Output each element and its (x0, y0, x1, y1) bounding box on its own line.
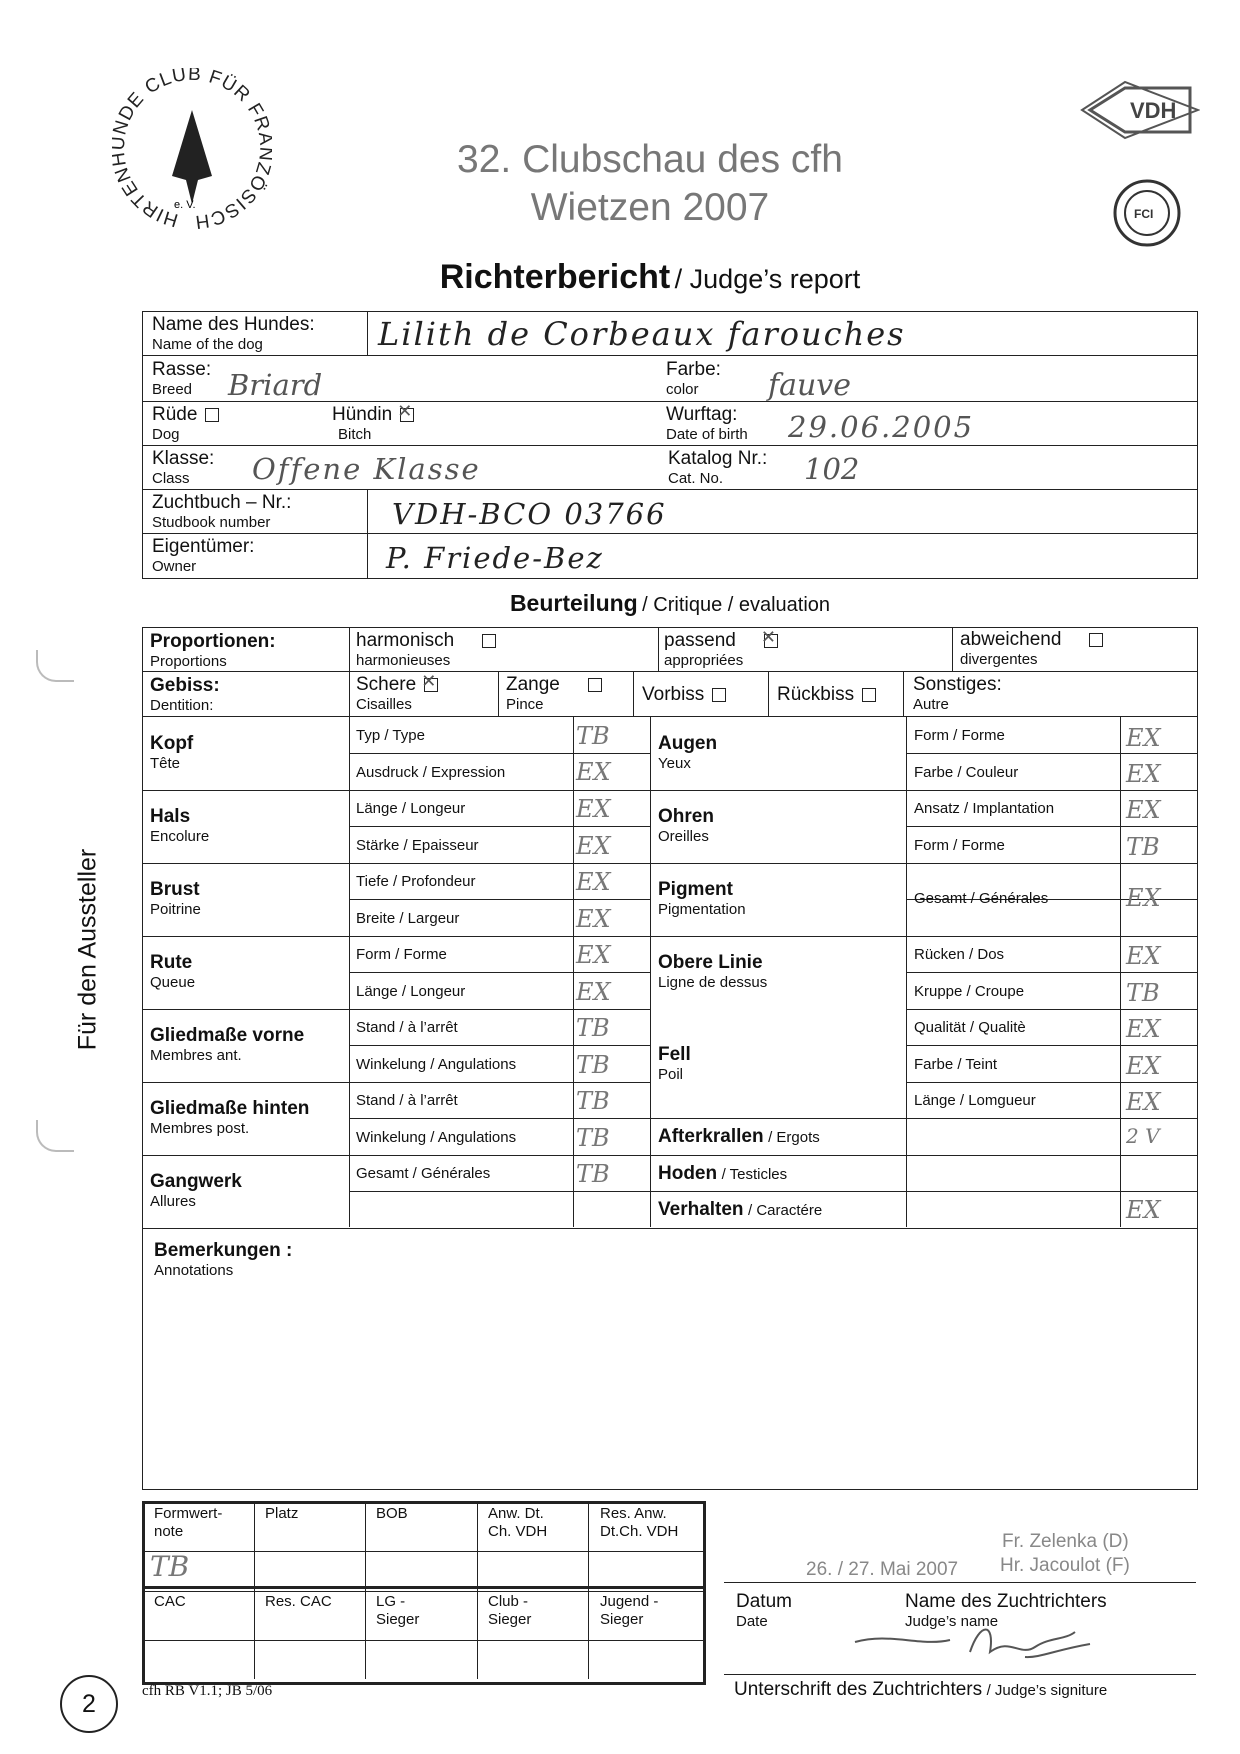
augen-row: Augen Yeux (658, 733, 718, 772)
club-logo (112, 68, 272, 238)
hals-row: Hals Encolure (150, 806, 210, 845)
topline-croup-label: Kruppe / Croupe (914, 983, 1025, 1000)
club-logo-ring-text: HIRTEN DE CLUB FÜR FR ÖSISCH (112, 68, 272, 233)
coat-quality-label: Qualität / Qualitè (914, 1019, 1026, 1036)
class-label: Klasse: Class (152, 448, 215, 487)
undershot-checkbox[interactable] (862, 688, 876, 702)
testicles-row: Hoden / Testicles (658, 1163, 788, 1184)
brust-depth-label: Tiefe / Profondeur (356, 873, 476, 890)
birth-date-value: 29.06.2005 (788, 410, 975, 444)
kopf-expression-grade: EX (576, 758, 611, 786)
punch-hole-mark (36, 1120, 74, 1152)
rute-length-label: Länge / Longeur (356, 983, 466, 1000)
ohren-form-label: Form / Forme (914, 837, 1005, 854)
show-date: 26. / 27. Mai 2007 (806, 1559, 959, 1580)
hind-limbs-stance-label: Stand / à l’arrêt (356, 1092, 458, 1109)
rute-form-label: Form / Forme (356, 946, 447, 963)
coat-length-grade: EX (1126, 1088, 1161, 1116)
rute-length-grade: EX (576, 978, 611, 1006)
bitch-checkbox-label: Hündin✕ Bitch (332, 404, 414, 443)
proportions-harmonic: harmonisch harmonieuses (356, 630, 496, 669)
report-title-de: Richterbericht (439, 258, 671, 296)
augen-color-grade: EX (1126, 760, 1161, 788)
result-place: Platz (265, 1505, 299, 1522)
result-show-grade: Formwert- note (154, 1505, 223, 1540)
appropriate-checkbox[interactable] (764, 634, 778, 648)
dog-checkbox[interactable] (205, 408, 219, 422)
kopf-row: Kopf Tête (150, 733, 194, 772)
hind-limbs-angulation-grade: TB (576, 1124, 610, 1152)
front-limbs-angulation-grade: TB (576, 1051, 610, 1079)
coat-quality-grade: EX (1126, 1015, 1161, 1043)
color-value: fauve (768, 368, 852, 403)
result-club-winner: Club - Sieger (488, 1593, 532, 1628)
result-anw-dt-ch: Anw. Dt. Ch. VDH (488, 1505, 548, 1540)
result-lg-winner: LG - Sieger (376, 1593, 420, 1628)
report-title (350, 258, 950, 297)
form-code: cfh RB V1.1; JB 5/06 (142, 1683, 273, 1699)
front-limbs-row: Gliedmaße vorne Membres ant. (150, 1025, 305, 1064)
topline-back-grade: EX (1126, 942, 1161, 970)
topline-back-label: Rücken / Dos (914, 946, 1005, 963)
catalog-label: Katalog Nr.: Cat. No. (668, 448, 768, 487)
coat-color-label: Farbe / Teint (914, 1056, 998, 1073)
fci-logo (1112, 178, 1182, 248)
result-bob: BOB (376, 1505, 408, 1522)
dog-name-value: Lilith de Corbeaux farouches (378, 315, 906, 353)
event-title (380, 136, 920, 232)
topline-row: Obere Linie Ligne de dessus (658, 952, 768, 991)
date-label: Datum Date (736, 1591, 792, 1630)
svg-text:VDH: VDH (1130, 98, 1177, 123)
hals-thickness-label: Stärke / Epaisseur (356, 837, 479, 854)
dentition-other: Sonstiges: Autre (913, 674, 1002, 713)
dewclaws-row: Afterkrallen / Ergots (658, 1126, 820, 1147)
brust-width-label: Breite / Largeur (356, 910, 460, 927)
remarks-box (142, 1227, 1198, 1490)
rute-form-grade: EX (576, 941, 611, 969)
dentition-scissor: Schere✕ Cisailles (356, 674, 438, 713)
hals-thickness-grade: EX (576, 832, 611, 860)
augen-form-grade: EX (1126, 724, 1161, 752)
dentition-label: Gebiss: Dentition: (150, 675, 220, 714)
harmonic-checkbox[interactable] (482, 634, 496, 648)
bitch-checkbox[interactable] (400, 408, 414, 422)
coat-color-grade: EX (1126, 1052, 1161, 1080)
coat-length-label: Länge / Lomgueur (914, 1092, 1036, 1109)
rute-row: Rute Queue (150, 952, 196, 991)
side-label: Für den Aussteller (73, 848, 102, 1051)
front-limbs-stance-label: Stand / à l’arrêt (356, 1019, 458, 1036)
result-res-anw-dt-ch: Res. Anw. Dt.Ch. VDH (600, 1505, 679, 1540)
dentition-pincer: Zange Pince (506, 674, 602, 713)
vdh-logo (1080, 80, 1200, 140)
proportions-label: Proportionen: Proportions (150, 631, 276, 670)
dentition-undershot: Rückbiss (777, 684, 876, 706)
augen-color-label: Farbe / Couleur (914, 764, 1019, 781)
breed-label: Rasse: Breed (152, 359, 212, 398)
judge-name-label: Name des Zuchtrichters Judge’s name (905, 1591, 1107, 1630)
judges-names: Fr. Zelenka (D) Hr. Jacoulot (F) (1000, 1531, 1130, 1576)
remarks-label: Bemerkungen : Annotations (154, 1240, 293, 1279)
dog-checkbox-label: Rüde Dog (152, 404, 219, 443)
pigment-overall-grade: EX (1126, 884, 1161, 912)
hind-limbs-stance-grade: TB (576, 1087, 610, 1115)
front-limbs-stance-grade: TB (576, 1014, 610, 1042)
birth-date-label: Wurftag: Date of birth (666, 404, 748, 443)
proportions-divergent: abweichend divergentes (960, 629, 1103, 668)
brust-depth-grade: EX (576, 868, 611, 896)
temperament-row: Verhalten / Caractére (658, 1199, 823, 1220)
report-title-en: / Judge’s report (674, 264, 861, 294)
scissor-checkbox[interactable] (424, 678, 438, 692)
judge-signature (850, 1612, 1100, 1672)
evaluation-title: Beurteilung / Critique / evaluation (509, 590, 831, 616)
club-logo-ev: e. V. (174, 199, 196, 211)
topline-croup-grade: TB (1126, 979, 1160, 1007)
coat-row: Fell Poil (658, 1044, 691, 1083)
brust-row: Brust Poitrine (150, 879, 201, 918)
gait-row: Gangwerk Allures (150, 1171, 242, 1210)
kopf-expression-label: Ausdruck / Expression (356, 764, 506, 781)
front-limbs-angulation-label: Winkelung / Angulations (356, 1056, 517, 1073)
page-number: 2 (60, 1675, 118, 1733)
ohren-row: Ohren Oreilles (658, 806, 714, 845)
kopf-type-label: Typ / Type (356, 727, 425, 744)
temperament-grade: EX (1126, 1196, 1161, 1224)
hind-limbs-row: Gliedmaße hinten Membres post. (150, 1098, 310, 1137)
svg-text:FCI: FCI (1134, 207, 1154, 221)
hals-length-grade: EX (576, 795, 611, 823)
dewclaws-grade: 2 V (1126, 1124, 1160, 1148)
event-line1: 32. Clubschau des cfh (457, 138, 843, 181)
brust-width-grade: EX (576, 905, 611, 933)
hals-length-label: Länge / Longeur (356, 800, 466, 817)
gait-overall-label: Gesamt / Générales (356, 1165, 491, 1182)
result-cac: CAC (154, 1593, 186, 1610)
breed-value: Briard (228, 368, 323, 402)
divergent-checkbox[interactable] (1089, 633, 1103, 647)
color-label: Farbe: color (666, 359, 721, 398)
ohren-form-grade: TB (1126, 833, 1160, 861)
class-value: Offene Klasse (252, 452, 481, 486)
augen-form-label: Form / Forme (914, 727, 1005, 744)
ohren-set-grade: EX (1126, 796, 1161, 824)
owner-label: Eigentümer: Owner (152, 536, 255, 575)
result-res-cac: Res. CAC (265, 1593, 332, 1610)
pincer-checkbox[interactable] (588, 678, 602, 692)
studbook-value: VDH-BCO 03766 (392, 497, 667, 531)
hind-limbs-angulation-label: Winkelung / Angulations (356, 1129, 517, 1146)
proportions-appropriate: passend✕ appropriées (664, 630, 778, 669)
event-line2: Wietzen 2007 (530, 186, 770, 229)
studbook-label: Zuchtbuch – Nr.: Studbook number (152, 492, 292, 531)
dentition-overshot: Vorbiss (642, 684, 726, 706)
pigment-overall-label: Gesamt / Générales (914, 890, 1049, 907)
gait-overall-grade: TB (576, 1160, 610, 1188)
catalog-value: 102 (804, 452, 860, 486)
kopf-type-grade: TB (576, 722, 610, 750)
dog-name-label: Name des Hundes: Name of the dog (152, 314, 315, 353)
owner-value: P. Friede-Bez (386, 541, 604, 575)
result-youth-winner: Jugend - Sieger (600, 1593, 659, 1628)
overshot-checkbox[interactable] (712, 688, 726, 702)
pigment-row: Pigment Pigmentation (658, 879, 746, 918)
punch-hole-mark (36, 650, 74, 682)
result-show-grade-value: TB (150, 1550, 190, 1583)
ohren-set-label: Ansatz / Implantation (914, 800, 1055, 817)
signature-label: Unterschrift des Zuchtrichters / Judge’s signiture (734, 1679, 1108, 1700)
